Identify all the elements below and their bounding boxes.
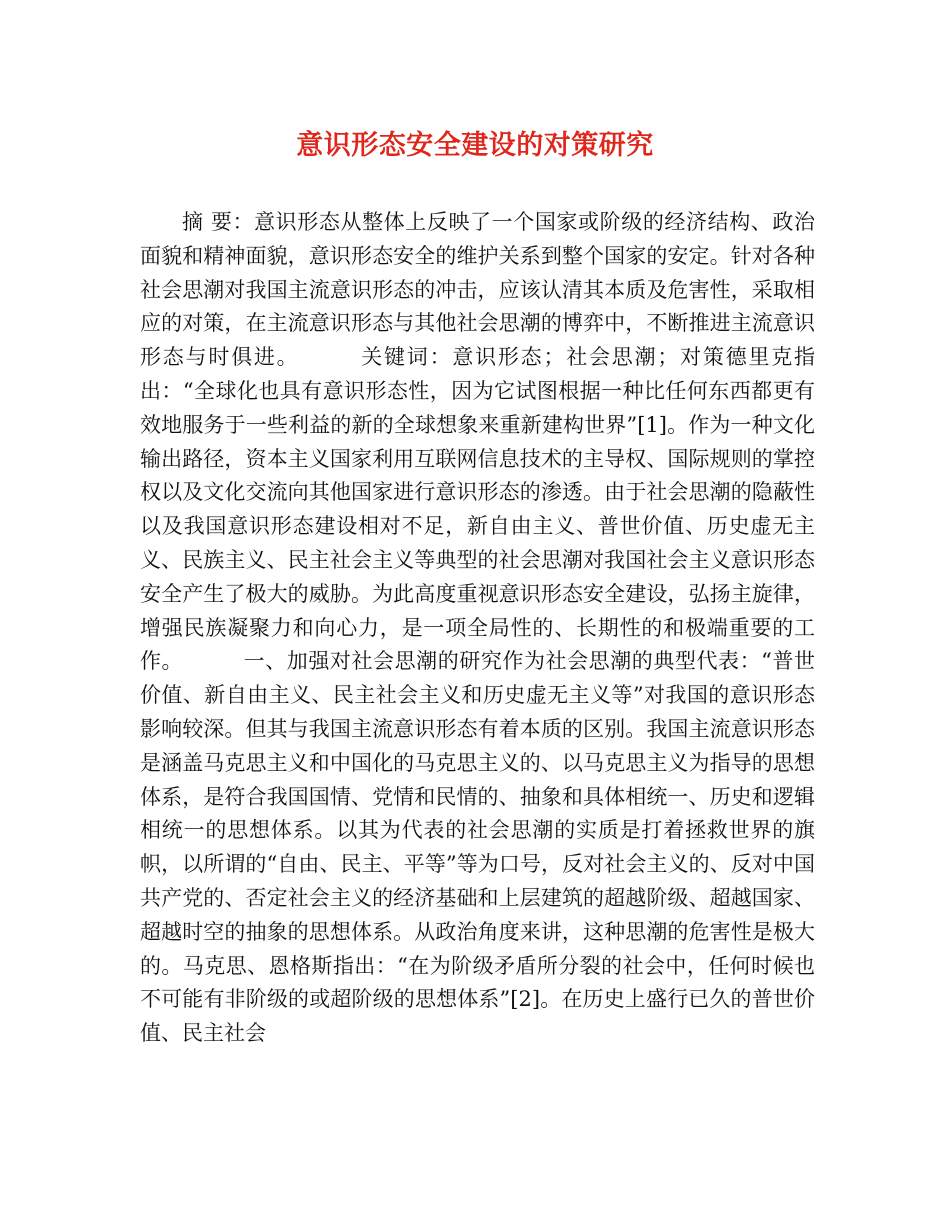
document-title: 意识形态安全建设的对策研究 bbox=[296, 130, 654, 161]
paragraph-2: 作为社会思潮的典型代表：“普世价值、新自由主义、民主社会主义和历史虚无主义等”对我国的意识形态影响较深。但其与我国主流意识形态有着本质的区别。我国主流意识形态是涵盖马克思主义和中国化的马克思主义的、以马克思主义为指导的思想体系，是符合我国国情、党情和民情的、抽象和具体相统一、历史和逻辑相统一的思想体系。以其为代表的社会思潮的实质是打着拯救世界的旗帜，以所谓的“自由、民主、平等”等为口号，反对社会主义的、反对中国共产党的、否定社会主义的经济基础和上层建筑的超越阶级、超越国家、超越时空的抽象的思想体系。从政治角度来讲，这种思潮的危害性是极大的。马克思、恩格斯指出：“在为阶级矛盾所分裂的社会中，任何时候也不可能有非阶级的或超阶级的思想体系”[2]。在历史上盛行已久的普世价值、民主社会 bbox=[140, 649, 816, 1046]
keywords: 关键词：意识形态；社会思潮；对策 bbox=[359, 345, 726, 370]
section-1-heading: 一、加强对社会思潮的研究 bbox=[243, 649, 503, 674]
abstract-text: 意识形态从整体上反映了一个国家或阶级的经济结构、政治面貌和精神面貌，意识形态安全的维护关系到整个国家的安定。针对各种社会思潮对我国主流意识形态的冲击，应该认清其本质及危害性，采取相应的对策，在主流意识形态与其他社会思潮的博弈中，不断推进主流意识形态与时俱进。 bbox=[140, 210, 816, 370]
paragraph-1: 德里克指出：“全球化也具有意识形态性，因为它试图根据一种比任何东西都更有效地服务于一些利益的新的全球想象来重新建构世界”[1]。作为一种文化输出路径，资本主义国家利用互联网信息技术的主导权、国际规则的掌控权以及文化交流向其他国家进行意识形态的渗透。由于社会思潮的隐蔽性以及我国意识形态建设相对不足，新自由主义、普世价值、历史虚无主义、民族主义、民主社会主义等典型的社会思潮对我国社会主义意识形态安全产生了极大的威胁。为此高度重视意识形态安全建设，弘扬主旋律，增强民族凝聚力和向心力，是一项全局性的、长期性的和极端重要的工作。 bbox=[140, 345, 816, 674]
abstract-label: 摘 要： bbox=[182, 210, 255, 234]
document-body bbox=[140, 206, 815, 1051]
